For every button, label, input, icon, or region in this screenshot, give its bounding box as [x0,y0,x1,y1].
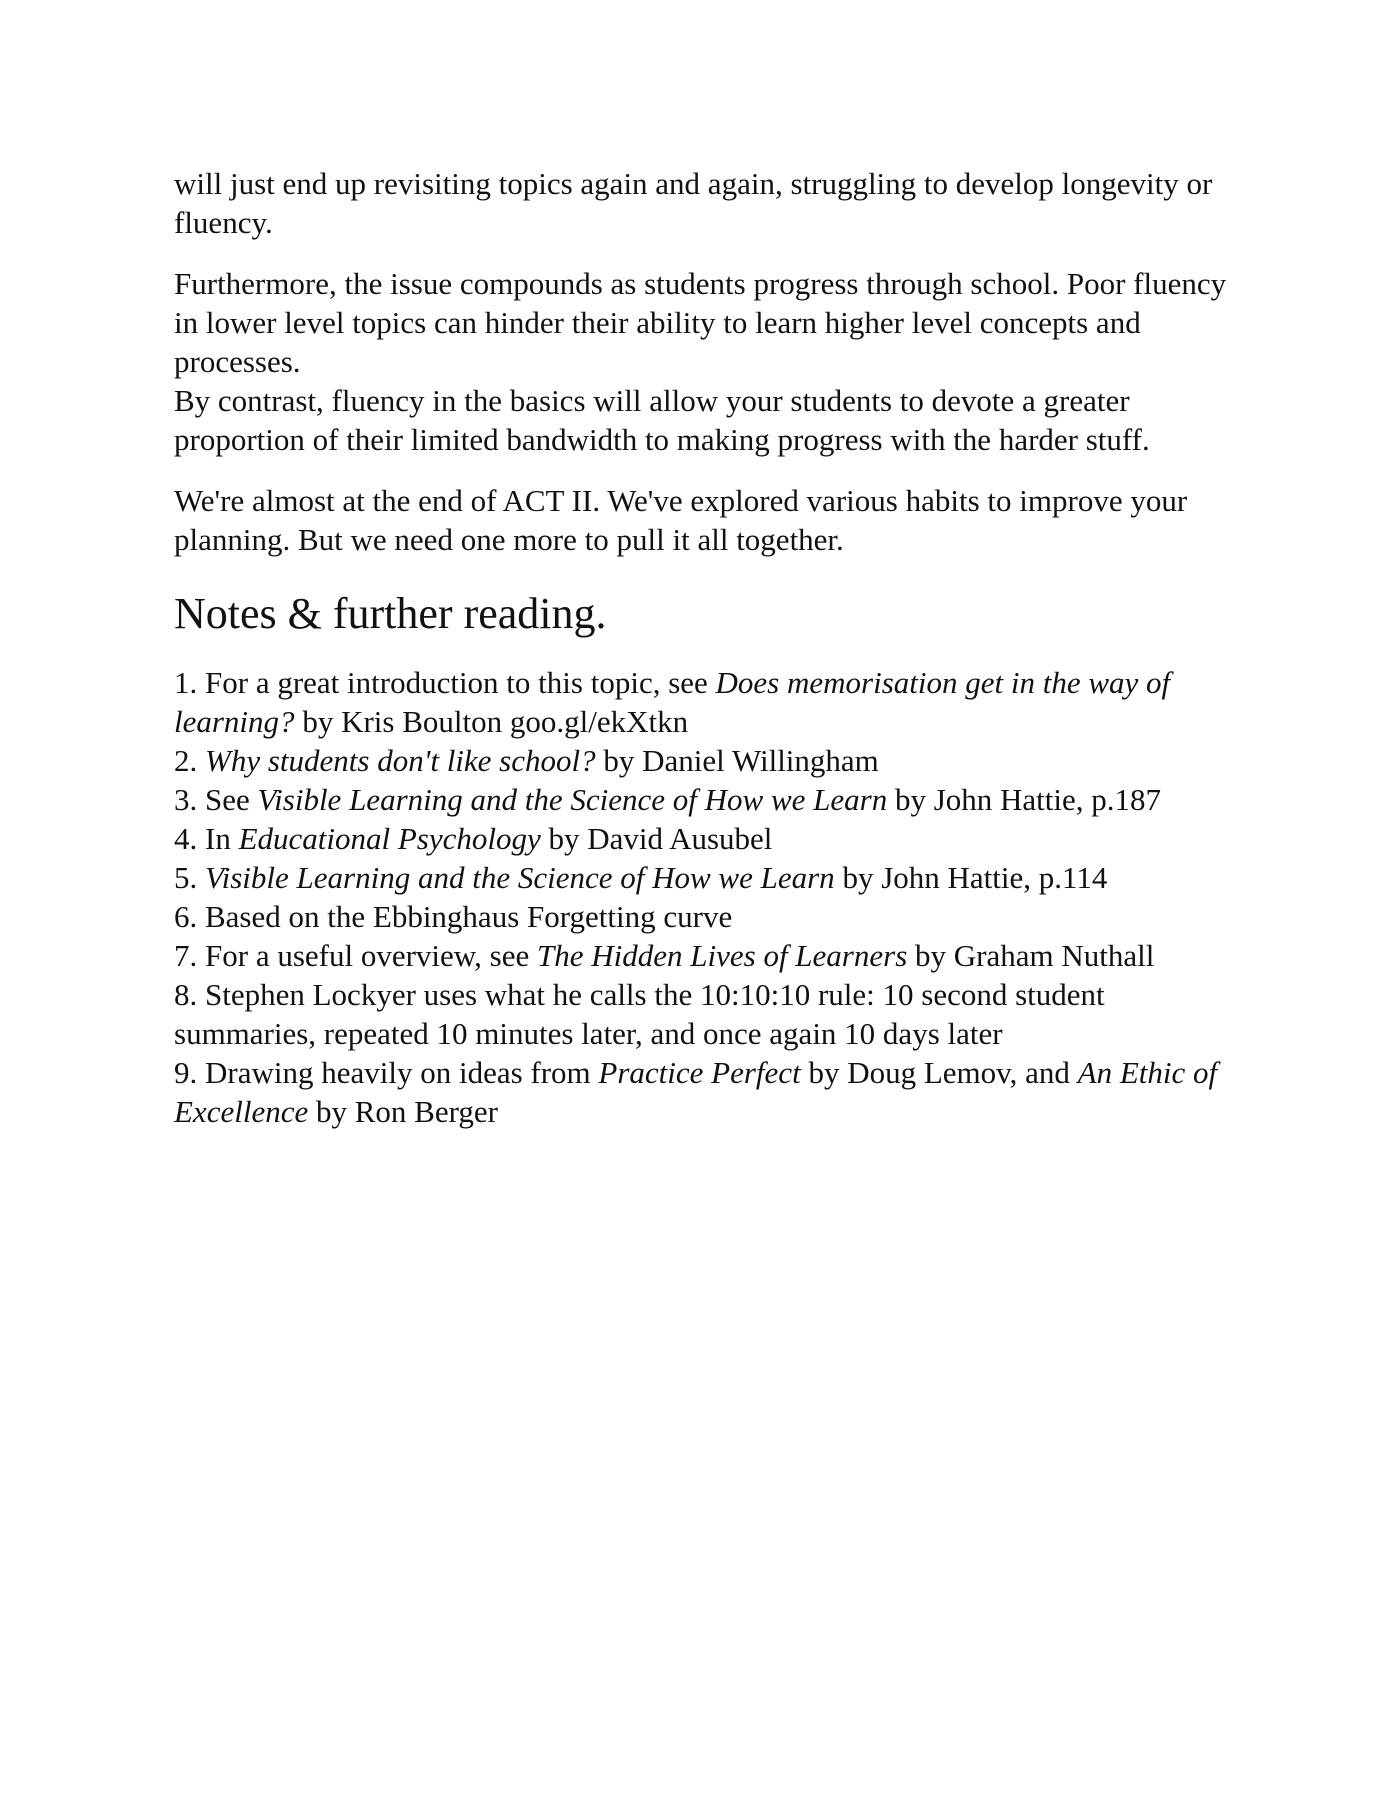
note-title: Practice Perfect [598,1055,801,1090]
body-paragraph: We're almost at the end of ACT II. We've explored various habits to improve your planning. But we need one more to pull it all together. [174,483,1188,557]
note-text: by Daniel Willingham [595,743,879,778]
note-title: Why students don't like school? [205,743,596,778]
note-item [174,1053,1234,1131]
note-text: 3. See [174,782,258,817]
note-text: by David Ausubel [540,821,773,856]
note-title: Does memorisation get in the way of learning? [174,665,1171,739]
note-text: 5. [174,860,205,895]
note-item [174,780,1234,819]
note-item [174,819,1234,858]
note-text: by Ron Berger [308,1094,498,1129]
note-title: Visible Learning and the Science of How we Learn [205,860,835,895]
document-page [174,164,1234,1131]
note-text: 4. In [174,821,239,856]
note-item [174,741,1234,780]
note-item [174,897,1234,936]
notes-list [174,663,1234,1131]
note-title: Visible Learning and the Science of How we Learn [257,782,888,817]
note-text: 1. For a great introduction to this topic, see [174,665,716,700]
note-text: by John Hattie, p.114 [834,860,1108,895]
note-item [174,975,1234,1053]
note-text: 9. Drawing heavily on ideas from [174,1055,599,1090]
note-text: by John Hattie, p.187 [887,782,1162,817]
note-text: 7. For a useful overview, see [174,938,537,973]
note-title: The Hidden Lives of Learners [537,938,908,973]
notes-heading: Notes & further reading. [174,589,607,638]
body-paragraph: By contrast, fluency in the basics will allow your students to devote a greater proportion of their limited bandwidth to making progress with the harder stuff. [174,383,1150,457]
note-item [174,663,1234,741]
body-paragraph: Furthermore, the issue compounds as students progress through school. Poor fluency in lower level topics can hinder their ability to learn higher level concepts and processes. [174,266,1227,379]
note-text: by Kris Boulton goo.gl/ekXtkn [294,704,689,739]
note-text: by Doug Lemov, and [800,1055,1078,1090]
note-text: 6. Based on the Ebbinghaus Forgetting curve [174,899,733,934]
note-title: An Ethic of Excellence [174,1055,1218,1129]
note-item [174,936,1234,975]
note-text: 2. [174,743,205,778]
note-text: 8. Stephen Lockyer uses what he calls the 10:10:10 rule: 10 second student summaries, repeated 10 minutes later, and once again 10 days later [174,977,1105,1051]
note-item [174,858,1234,897]
body-paragraph: will just end up revisiting topics again and again, struggling to develop longevity or fluency. [174,166,1213,240]
note-text: by Graham Nuthall [907,938,1155,973]
note-title: Educational Psychology [238,821,541,856]
